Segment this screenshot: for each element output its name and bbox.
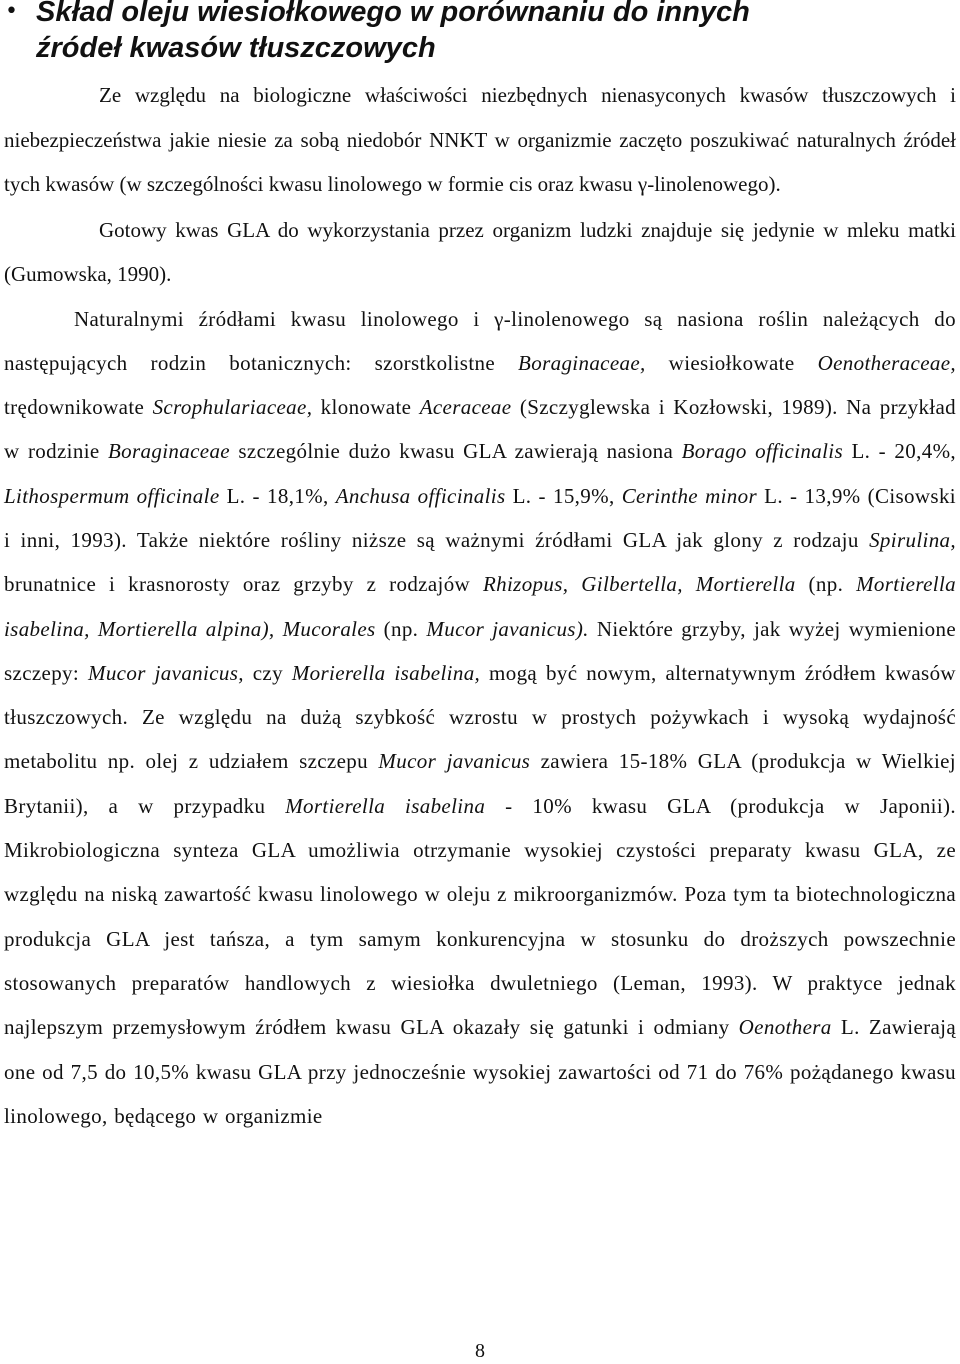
text-segment: Naturalnymi źródłami kwasu linolowego i γ-linolenowego są nasiona roślin należących do następujących rodzin botanicznych: szorstkolistne bbox=[4, 306, 956, 375]
latin-name: Mucor javanicus, bbox=[87, 660, 244, 685]
latin-name: Mortierella isabelina bbox=[285, 793, 486, 818]
text-segment: Niektóre grzyby, jak wyżej wymienione szczepy: bbox=[4, 616, 957, 685]
heading-line-1: Skład oleju wiesiołkowego w porównaniu do innych bbox=[36, 0, 750, 28]
latin-name: Oenotheraceae, bbox=[817, 350, 956, 375]
text-segment: (Szczyglewska i Kozłowski, 1989). Na przykład w rodzinie bbox=[4, 395, 957, 464]
latin-name: Mucor javanicus bbox=[378, 749, 531, 774]
text-segment: brunatnice i krasnorosty oraz grzyby z rodzajów bbox=[4, 572, 483, 597]
paragraph-3 bbox=[4, 297, 956, 1139]
text-segment: - 10% kwasu GLA (produkcja w Japonii). Mikrobiologiczna synteza GLA umożliwia otrzymanie wysokiej czystości preparaty kwasu GLA, ze względu na niską zawartość kwasu linolowego w oleju z mikroorganizmów. Poza tym ta biotechnologiczna produkcja GLA jest tańsza, a tym samym konkurencyjna w stosunku do droższych powszechnie stosowanych preparatów handlowych z wiesiołka dwuletniego (Leman, 1993). W praktyce jednak najlepszym przemysłowym źródłem kwasu GLA okazały się gatunki i odmiany bbox=[4, 793, 956, 1040]
text-segment: L. Zawierają one od 7,5 do 10,5% kwasu GLA przy jednocześnie wysokiej zawartości od 71 do 76% pożądanego kwasu linolowego, będącego w organizmie bbox=[4, 1015, 956, 1128]
text-segment: L. - 18,1%, bbox=[219, 483, 336, 508]
latin-name: Mortierella isabelina, Mortierella alpina), Mucorales bbox=[4, 572, 956, 641]
latin-name: Aceraceae bbox=[419, 395, 512, 420]
latin-name: Borago officinalis bbox=[681, 439, 844, 464]
text-segment: wiesiołkowate bbox=[645, 350, 818, 375]
heading-line-2: źródeł kwasów tłuszczowych bbox=[36, 32, 436, 64]
text-segment: czy bbox=[243, 660, 292, 685]
page-number: 8 bbox=[475, 1340, 485, 1362]
text-segment: klonowate bbox=[312, 395, 420, 420]
latin-name: Scrophulariaceae, bbox=[152, 395, 313, 420]
latin-name: Mucor javanicus). bbox=[426, 616, 589, 641]
section-heading bbox=[36, 0, 956, 66]
bullet-icon: • bbox=[5, 0, 18, 24]
text-segment: mogą być nowym, alternatywnym źródłem kwasów tłuszczowych. Ze względu na dużą szybkość wzrostu w prostych pożywkach i wysoką wydajność metabolitu np. olej z udziałem szczepu bbox=[4, 660, 956, 774]
paragraph-2: Gotowy kwas GLA do wykorzystania przez organizm ludzki znajduje się jedynie w mleku matki (Gumowska, 1990). bbox=[4, 217, 956, 286]
latin-name: Rhizopus, Gilbertella, Mortierella bbox=[482, 572, 796, 597]
text-segment: (np. bbox=[375, 616, 427, 641]
text-segment: trędownikowate bbox=[4, 395, 153, 420]
latin-name: Boraginaceae, bbox=[518, 350, 646, 375]
latin-name: Spirulina, bbox=[869, 527, 956, 552]
latin-name: Anchusa officinalis bbox=[335, 483, 506, 508]
text-segment: L. - 13,9% (Cisowski i inni, 1993). Także niektóre rośliny niższe są ważnymi źródłami GLA jak glony z rodzaju bbox=[4, 483, 956, 552]
body-text bbox=[4, 73, 956, 1138]
paragraph-1: Ze względu na biologiczne właściwości niezbędnych nienasyconych kwasów tłuszczowych i niebezpieczeństwa jakie niesie za sobą niedobór NNKT w organizmie zaczęto poszukiwać naturalnych źródeł tych kwasów (w szczególności kwasu linolowego w formie cis oraz kwasu γ-linolenowego). bbox=[4, 83, 956, 196]
text-segment: L. - 15,9%, bbox=[505, 483, 622, 508]
latin-name: Boraginaceae bbox=[107, 439, 230, 464]
text-segment: L. - 20,4%, bbox=[843, 439, 957, 464]
latin-name: Lithospermum officinale bbox=[4, 483, 220, 508]
latin-name: Morierella isabelina, bbox=[291, 660, 481, 685]
text-segment: szczególnie dużo kwasu GLA zawierają nasiona bbox=[229, 439, 682, 464]
text-segment: zawiera 15-18% GLA (produkcja w Wielkiej Brytanii), a w przypadku bbox=[4, 749, 956, 818]
text-segment: (np. bbox=[795, 572, 857, 597]
latin-name: Cerinthe minor bbox=[621, 483, 758, 508]
latin-name: Oenothera bbox=[738, 1015, 832, 1040]
